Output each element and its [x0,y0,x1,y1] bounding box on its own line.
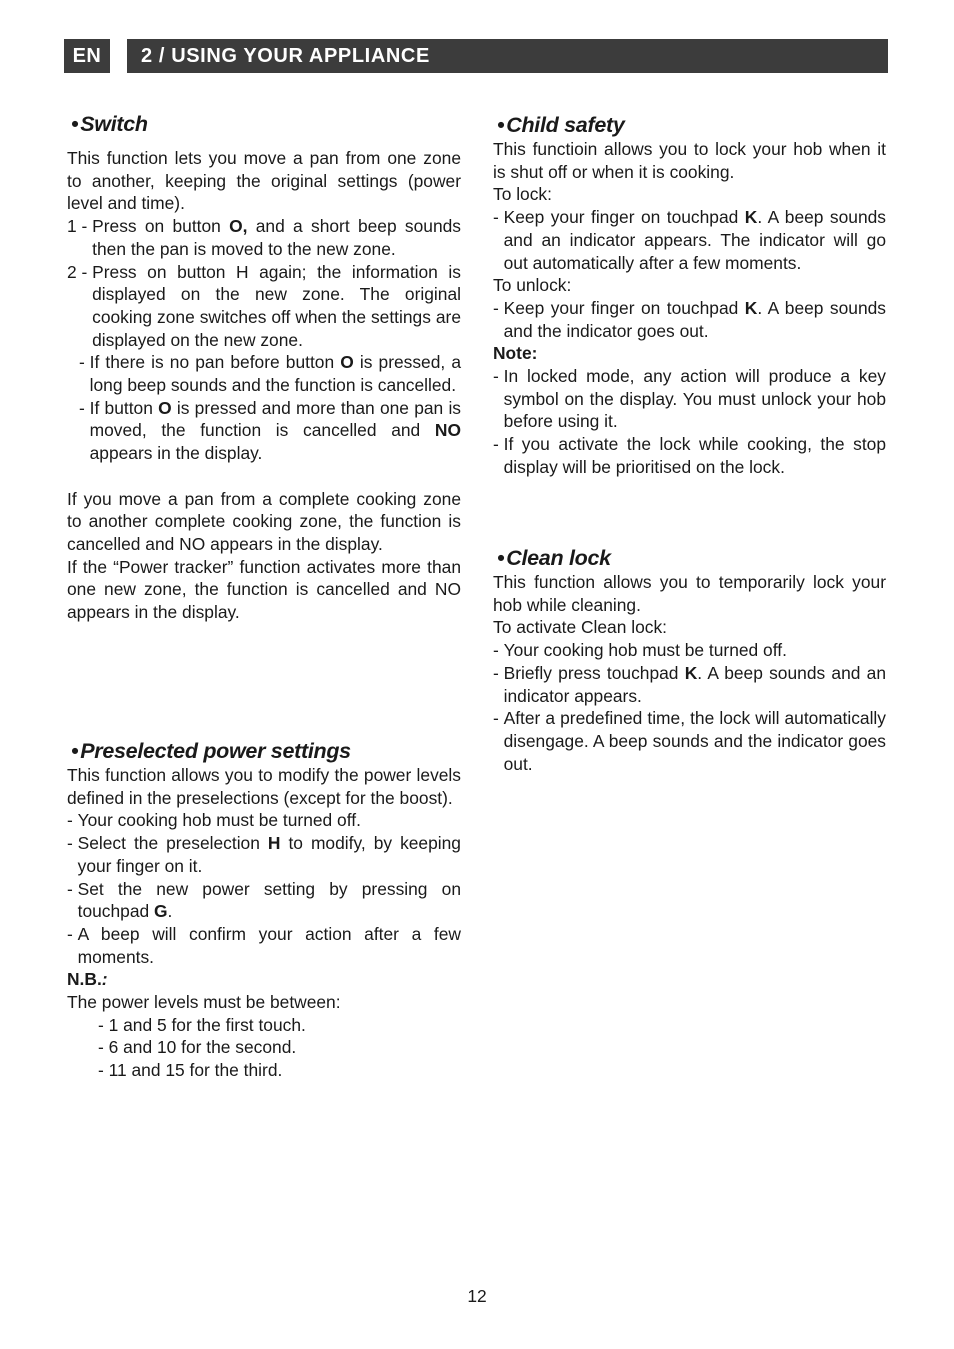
range-item-2: - 6 and 10 for the second. [98,1037,297,1058]
clean-lock-bullet-3: - After a predefined time, the lock will automatically disengage. A beep sounds and the indicator goes out. [493,708,886,774]
nb-label: N.B.: [67,969,108,990]
note-item-1: - In locked mode, any action will produce a key symbol on the display. You must unlock your hob before using it. [493,366,886,432]
display-code: NO [434,420,461,441]
step-marker: 1 - [67,216,93,237]
button-key: K [744,297,758,318]
child-safety-section [493,112,886,479]
left-column [67,0,461,1349]
preselected-section [67,738,461,1082]
switch-heading: •Switch [71,112,148,136]
note-label: Note: [493,343,538,364]
unlock-instruction: - Keep your finger on touchpad K. A beep sounds and the indicator goes out. [493,297,886,341]
preselected-bullet-2: - Select the preselection H to modify, by keeping your finger on it. [67,833,461,876]
clean-lock-heading: •Clean lock [497,546,611,570]
switch-intro: This function lets you move a pan from one zone to another, keeping the original settings (power level and time). [67,148,461,214]
lock-instruction: - Keep your finger on touchpad K. A beep sounds and an indicator appears. The indicator will go out automatically after a few moments. [493,207,886,273]
button-key: O [340,352,354,373]
child-safety-intro: This functioin allows you to lock your hob when it is shut off or when it is cooking. [493,139,886,182]
lock-label: To lock: [493,184,552,205]
preselected-bullet-4: - A beep will confirm your action after a few moments. [67,923,461,967]
page-number: 12 [467,1286,487,1306]
switch-step-1: 1 - Press on button O, and a short beep sounds then the pan is moved to the new zone. [67,216,461,259]
switch-section [67,111,461,624]
display-code: NO [434,579,461,600]
child-safety-heading: •Child safety [497,113,625,137]
button-key: K [684,662,698,683]
clean-lock-intro: This function allows you to temporarily lock your hob while cleaning. [493,572,886,615]
button-key: H [267,833,281,854]
switch-substep-1: - If there is no pan before button O is pressed, a long beep sounds and the function is cancelled. [79,352,462,396]
preselected-heading: •Preselected power settings [71,739,351,763]
button-key: O [158,397,172,418]
range-item-1: - 1 and 5 for the first touch. [98,1014,306,1035]
clean-lock-section [493,545,886,775]
range-item-3: - 11 and 15 for the third. [98,1060,283,1081]
button-key: O, [229,216,248,237]
switch-paragraph-1: If you move a pan from a complete cooking zone to another complete cooking zone, the function is cancelled and NO appears in the display. [67,488,461,554]
language-badge: EN [64,39,110,73]
section-title: 2 / USING YOUR APPLIANCE [141,44,430,67]
clean-lock-bullet-2: - Briefly press touchpad K. A beep sounds and an indicator appears. [493,662,886,706]
step-marker: 2 - [67,261,93,282]
unlock-label: To unlock: [493,275,572,296]
display-code: NO [179,533,206,554]
switch-substep-2: - If button O is pressed and more than one pan is moved, the function is cancelled and NO appears in the display. [79,397,461,464]
nb-intro: The power levels must be between: [67,992,341,1013]
preselected-bullet-1: - Your cooking hob must be turned off. [67,810,361,831]
button-key: K [744,207,758,228]
clean-lock-bullet-1: - Your cooking hob must be turned off. [493,640,787,661]
preselected-bullet-3: - Set the new power setting by pressing on touchpad G. [67,878,461,922]
activate-label: To activate Clean lock: [493,617,667,638]
button-key: G [154,901,168,922]
switch-paragraph-2: If the “Power tracker” function activates more than one new zone, the function is cancelled and NO appears in the display. [67,556,461,623]
note-item-2: - If you activate the lock while cooking, the stop display will be prioritised on the lock. [493,434,886,477]
button-key: H [236,261,249,282]
preselected-intro: This function allows you to modify the power levels defined in the preselections (except for the boost). [67,765,461,808]
right-column [493,0,886,1349]
switch-step-2: 2 - Press on button H again; the information is displayed on the new zone. The original cooking zone switches off when the settings are displayed on the new zone. [67,261,461,350]
